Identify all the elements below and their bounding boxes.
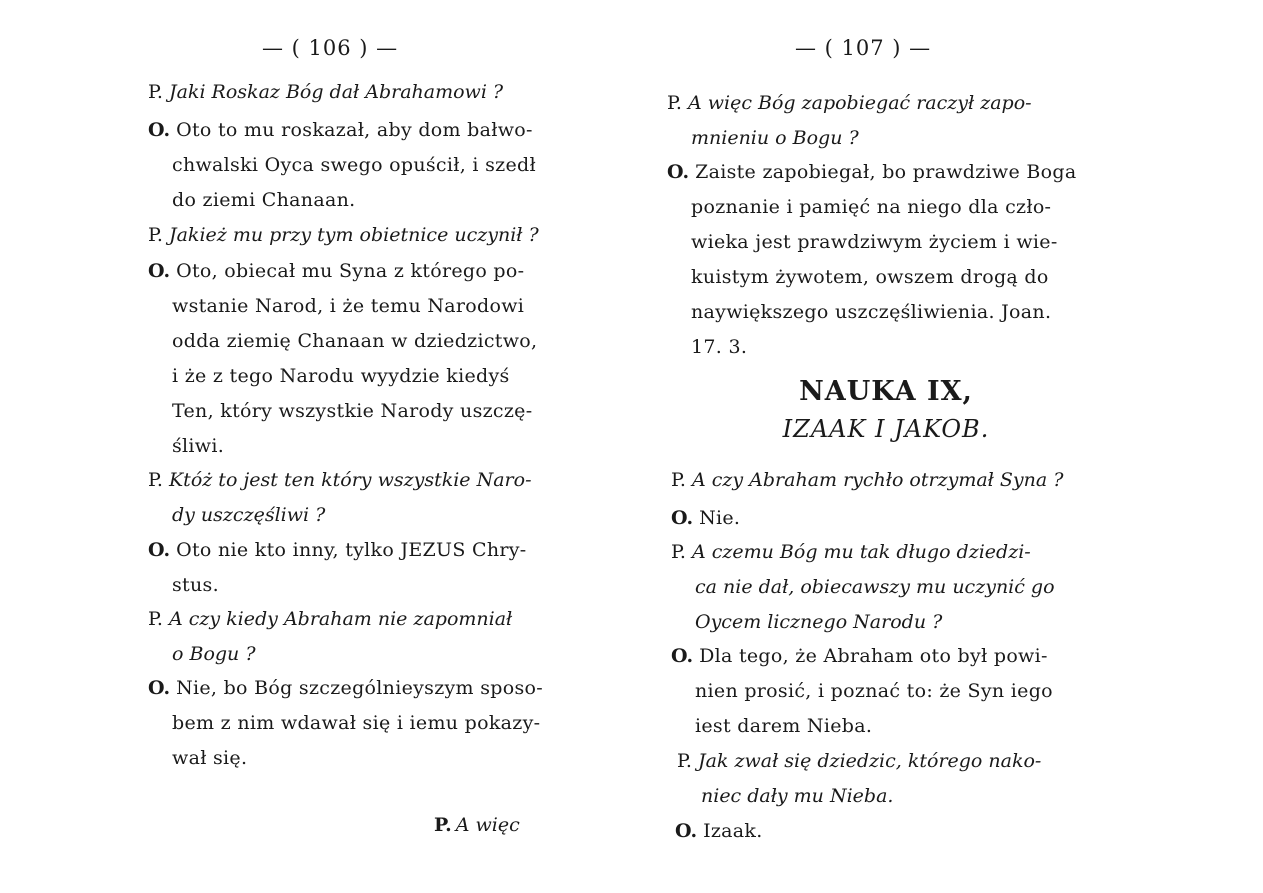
question-2 <box>671 463 1063 498</box>
question-1 <box>148 75 503 110</box>
question-text: niec dały mu Nieba. <box>701 785 894 807</box>
answer-line: Ten, który wszystkie Narody uszczę- <box>172 400 533 422</box>
answer-label: O. <box>148 677 171 699</box>
question-text: o Bogu ? <box>172 643 256 665</box>
answer-3 <box>671 639 1053 744</box>
catchword-text: A więc <box>455 814 520 836</box>
answer-label: O. <box>148 539 171 561</box>
answer-line: i że z tego Narodu wyydzie kiedyś <box>172 365 510 387</box>
answer-1 <box>667 155 1076 365</box>
answer-line: wstanie Narod, i że temu Narodowi <box>172 295 525 317</box>
question-3 <box>671 535 1055 640</box>
question-label: P. <box>677 750 692 772</box>
question-text: ca nie dał, obiecawszy mu uczynić go <box>695 576 1055 598</box>
page-number: — ( 106 ) — <box>262 36 399 60</box>
question-text: Jaki Roskaz Bóg dał Abrahamowi ? <box>168 81 504 103</box>
answer-line: 17. 3. <box>691 336 748 358</box>
catchword <box>434 814 520 836</box>
answer-label: O. <box>148 260 171 282</box>
question-label: P. <box>148 224 163 246</box>
question-text: A czy Abraham rychło otrzymał Syna ? <box>691 469 1064 491</box>
question-text: Jak zwał się dziedzic, którego nako- <box>697 750 1042 772</box>
question-text: A czemu Bóg mu tak długo dziedzi- <box>691 541 1031 563</box>
answer-label: O. <box>148 119 171 141</box>
question-label: P. <box>148 469 163 491</box>
answer-line: Oto, obiecał mu Syna z którego po- <box>176 260 525 282</box>
answer-line: wał się. <box>172 747 248 769</box>
answer-1 <box>148 113 536 218</box>
question-label: P. <box>148 81 163 103</box>
answer-line: Zaiste zapobiegał, bo prawdziwe Boga <box>695 161 1077 183</box>
answer-line: Oto nie kto inny, tylko JEZUS Chry- <box>176 539 527 561</box>
question-4 <box>677 744 1041 814</box>
question-4 <box>148 602 512 672</box>
question-2 <box>148 218 539 253</box>
answer-line: poznanie i pamięć na niego dla czło- <box>691 196 1052 218</box>
answer-4 <box>675 814 763 849</box>
answer-line: iest darem Nieba. <box>695 715 873 737</box>
answer-line: Nie. <box>699 507 741 529</box>
answer-label: O. <box>671 507 694 529</box>
question-1 <box>667 86 1032 156</box>
answer-4 <box>148 671 543 776</box>
question-label: P. <box>148 608 163 630</box>
answer-line: Izaak. <box>703 820 763 842</box>
left-page <box>0 0 631 893</box>
section-subtitle: IZAAK I JAKOB. <box>782 415 990 443</box>
answer-label: O. <box>671 645 694 667</box>
question-text: A czy kiedy Abraham nie zapomniał <box>168 608 513 630</box>
answer-line: odda ziemię Chanaan w dziedzictwo, <box>172 330 538 352</box>
question-label: P. <box>667 92 682 114</box>
question-3 <box>148 463 532 533</box>
answer-label: O. <box>667 161 690 183</box>
question-text: Jakież mu przy tym obietnice uczynił ? <box>168 224 539 246</box>
question-text: Któż to jest ten który wszystkie Naro- <box>168 469 532 491</box>
section-title: NAUKA IX, <box>799 376 973 407</box>
question-text: A więc Bóg zapobiegać raczył zapo- <box>687 92 1032 114</box>
answer-2 <box>148 254 537 464</box>
answer-line: naywiększego uszczęśliwienia. Joan. <box>691 301 1052 323</box>
answer-line: chwalski Oyca swego opuścił, i szedł <box>172 154 536 176</box>
answer-line: kuistym żywotem, owszem drogą do <box>691 266 1049 288</box>
answer-line: do ziemi Chanaan. <box>172 189 356 211</box>
page-number: — ( 107 ) — <box>795 36 932 60</box>
catchword-label: P. <box>434 814 452 836</box>
answer-line: Oto to mu roskazał, aby dom bałwo- <box>176 119 533 141</box>
answer-line: śliwi. <box>172 435 225 457</box>
answer-line: bem z nim wdawał się i iemu pokazy- <box>172 712 541 734</box>
question-label: P. <box>671 469 686 491</box>
question-label: P. <box>671 541 686 563</box>
answer-line: Nie, bo Bóg szczególnieyszym sposo- <box>176 677 543 699</box>
answer-line: stus. <box>172 574 219 596</box>
answer-2 <box>671 501 740 536</box>
answer-line: nien prosić, i poznać to: że Syn iego <box>695 680 1053 702</box>
question-text: Oycem licznego Narodu ? <box>695 611 943 633</box>
answer-3 <box>148 533 527 603</box>
question-text: mnieniu o Bogu ? <box>691 127 859 149</box>
answer-line: wieka jest prawdziwym życiem i wie- <box>691 231 1058 253</box>
question-text: dy uszczęśliwi ? <box>172 504 326 526</box>
right-page <box>631 0 1263 893</box>
answer-line: Dla tego, że Abraham oto był powi- <box>699 645 1048 667</box>
answer-label: O. <box>675 820 698 842</box>
